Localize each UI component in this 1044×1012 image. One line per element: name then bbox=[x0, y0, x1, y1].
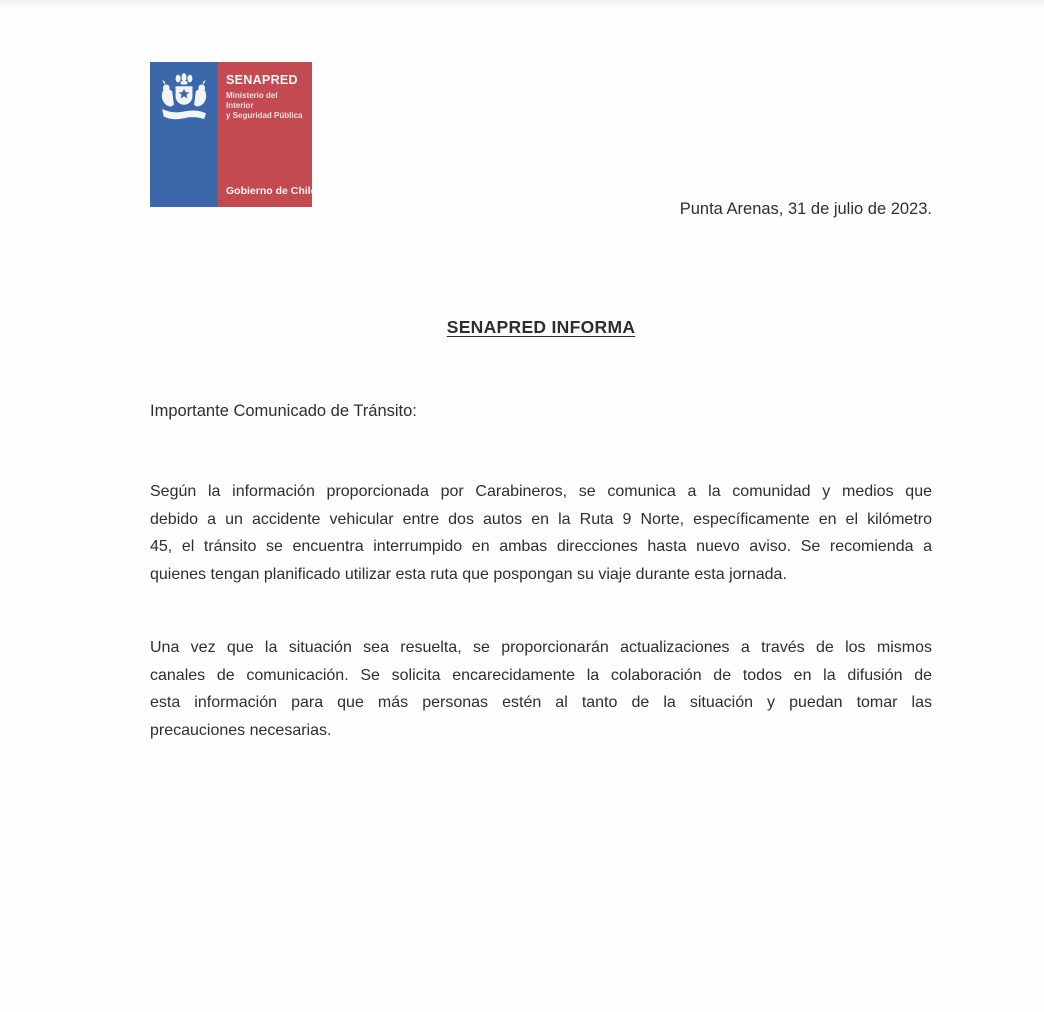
scan-edge-artifact bbox=[0, 0, 1044, 7]
senapred-logo bbox=[150, 62, 317, 207]
paragraph-line: canales de comunicación. Se solicita encarecidamente la colaboración de todos en la difusión de bbox=[150, 666, 932, 684]
paragraph-line: debido a un accidente vehicular entre dos autos en la Ruta 9 Norte, específicamente en el kilómetro bbox=[150, 510, 932, 528]
paragraph-line: quienes tengan planificado utilizar esta ruta que pospongan su viaje durante esta jornada. bbox=[150, 565, 787, 583]
paragraph-1 bbox=[150, 478, 932, 588]
logo-ministry-lines bbox=[226, 91, 306, 121]
paragraph-line: Una vez que la situación sea resuelta, se proporcionarán actualizaciones a través de los mismos bbox=[150, 639, 932, 656]
logo-ministry-line2: y Seguridad Pública bbox=[226, 111, 303, 120]
dateline: Punta Arenas, 31 de julio de 2023. bbox=[679, 200, 932, 218]
paragraph-line: 45, el tránsito se encuentra interrumpido en ambas direcciones hasta nuevo aviso. Se recomienda a bbox=[150, 538, 932, 555]
paragraph-2 bbox=[150, 634, 932, 744]
logo-blue-panel bbox=[150, 62, 218, 207]
logo-org-name: SENAPRED bbox=[226, 73, 298, 87]
chile-coat-of-arms-icon bbox=[157, 71, 211, 125]
document-title: SENAPRED INFORMA bbox=[446, 317, 636, 337]
paragraph-line: precauciones necesarias. bbox=[150, 721, 332, 739]
paragraph-line: esta información para que más personas estén al tanto de la situación y puedan tomar las bbox=[150, 694, 932, 711]
paragraph-line: Según la información proporcionada por Carabineros, se comunica a la comunidad y medios que bbox=[150, 483, 932, 500]
logo-ministry-line1: Ministerio del Interior bbox=[226, 91, 278, 110]
logo-red-panel bbox=[218, 62, 317, 207]
logo-government-label: Gobierno de Chile bbox=[226, 185, 317, 197]
intro-heading: Importante Comunicado de Tránsito: bbox=[150, 402, 417, 420]
